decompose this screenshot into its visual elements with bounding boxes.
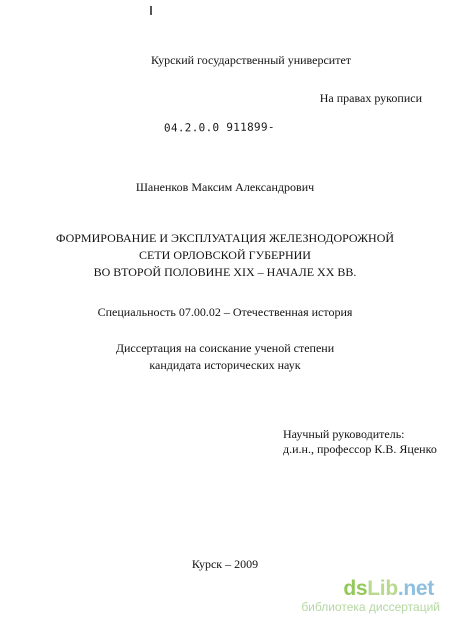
title-line-1: ФОРМИРОВАНИЕ И ЭКСПЛУАТАЦИЯ ЖЕЛЕЗНОДОРОЖНОЙ [55, 231, 395, 245]
watermark-logo-part-3: .net [397, 577, 434, 600]
watermark-logo-part-2: Lib [367, 577, 398, 600]
title-line-3: ВО ВТОРОЙ ПОЛОВИНЕ XIX – НАЧАЛЕ XX ВВ. [93, 265, 357, 279]
city-year: Курск – 2009 [191, 557, 259, 571]
author-name: Шаненков Максим Александрович [135, 180, 315, 194]
watermark-logo [343, 577, 434, 601]
supervisor-block [283, 427, 437, 457]
watermark-subtitle: библиотека диссертаций [301, 600, 440, 614]
manuscript-rights-note: На правах рукописи [319, 91, 422, 105]
degree-statement [0, 340, 450, 374]
scan-mark [150, 6, 152, 15]
specialty-line: Специальность 07.00.02 – Отечественная история [97, 305, 353, 319]
supervisor-name: д.и.н., профессор К.В. Яценко [283, 442, 437, 456]
university-name: Курский государственный университет [151, 53, 352, 67]
dslib-watermark [294, 577, 444, 615]
watermark-logo-part-1: ds [343, 577, 368, 600]
library-stamp-code: 04.2.0.0 911899- [163, 120, 275, 135]
title-line-2: СЕТИ ОРЛОВСКОЙ ГУБЕРНИИ [139, 248, 311, 262]
supervisor-label: Научный руководитель: [283, 427, 405, 441]
degree-line-1: Диссертация на соискание ученой степени [115, 341, 335, 355]
degree-line-2: кандидата исторических наук [149, 358, 301, 372]
dissertation-title [0, 230, 450, 281]
